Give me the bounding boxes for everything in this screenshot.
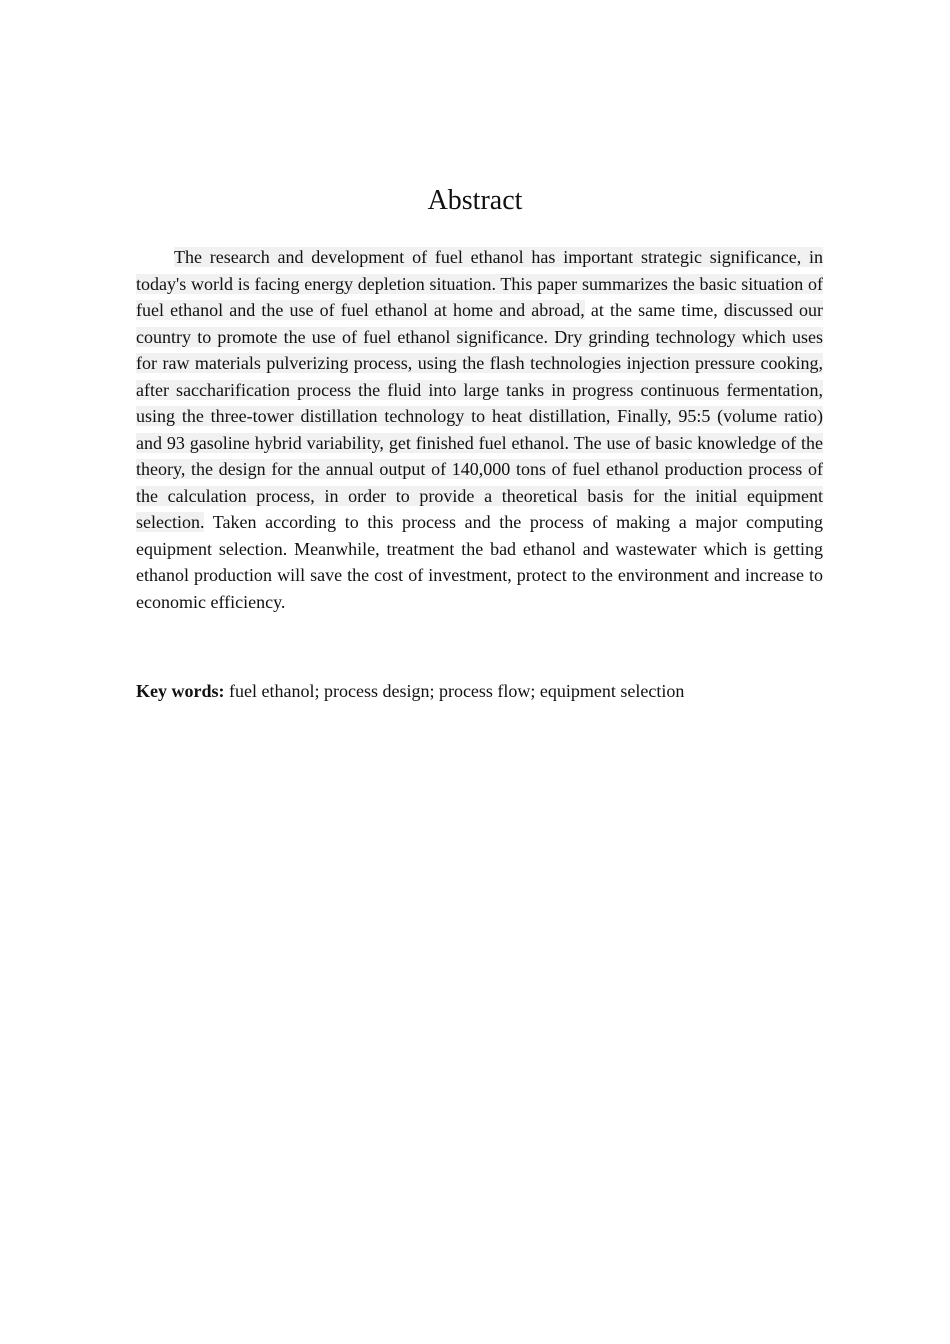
keywords-text: fuel ethanol; process design; process flow; equipment selection bbox=[224, 681, 685, 701]
page-title: Abstract bbox=[427, 185, 523, 216]
keywords-line bbox=[136, 678, 823, 705]
abstract-text-segment-1: The research and development of fuel ethanol has important strategic significance, in today's world is facing energy depletion situation. This paper summarizes the basic situation of fuel ethanol and the use of fuel ethanol at home and abroad, bbox=[136, 247, 823, 320]
abstract-paragraph bbox=[136, 244, 823, 615]
abstract-text-segment-2: at the same time, bbox=[584, 300, 724, 320]
abstract-text-segment-3: discussed our country to promote the use of fuel ethanol significance. Dry grinding technology which uses for raw materials pulverizing process, using the flash technologies injection pressure cooking, after saccharification process the fluid into large tanks in progress continuous fermentation, using the three-tower distillation technology to heat distillation, Finally, 95:5 (volume ratio) and 93 gasoline hybrid variability, get finished fuel ethanol. The use of basic knowledge of the theory, the design for the annual output of 140,000 tons of fuel ethanol production process of the calculation process, in order to provide a theoretical basis for the initial equipment selection. bbox=[136, 300, 823, 532]
abstract-text-segment-4: Taken according to this process and the process of making a major computing equipment selection. Meanwhile, treatment the bad ethanol and wastewater which is getting ethanol production will save the cost of investment, protect to the environment and increase to economic efficiency. bbox=[136, 512, 823, 612]
keywords-label: Key words: bbox=[136, 681, 225, 701]
